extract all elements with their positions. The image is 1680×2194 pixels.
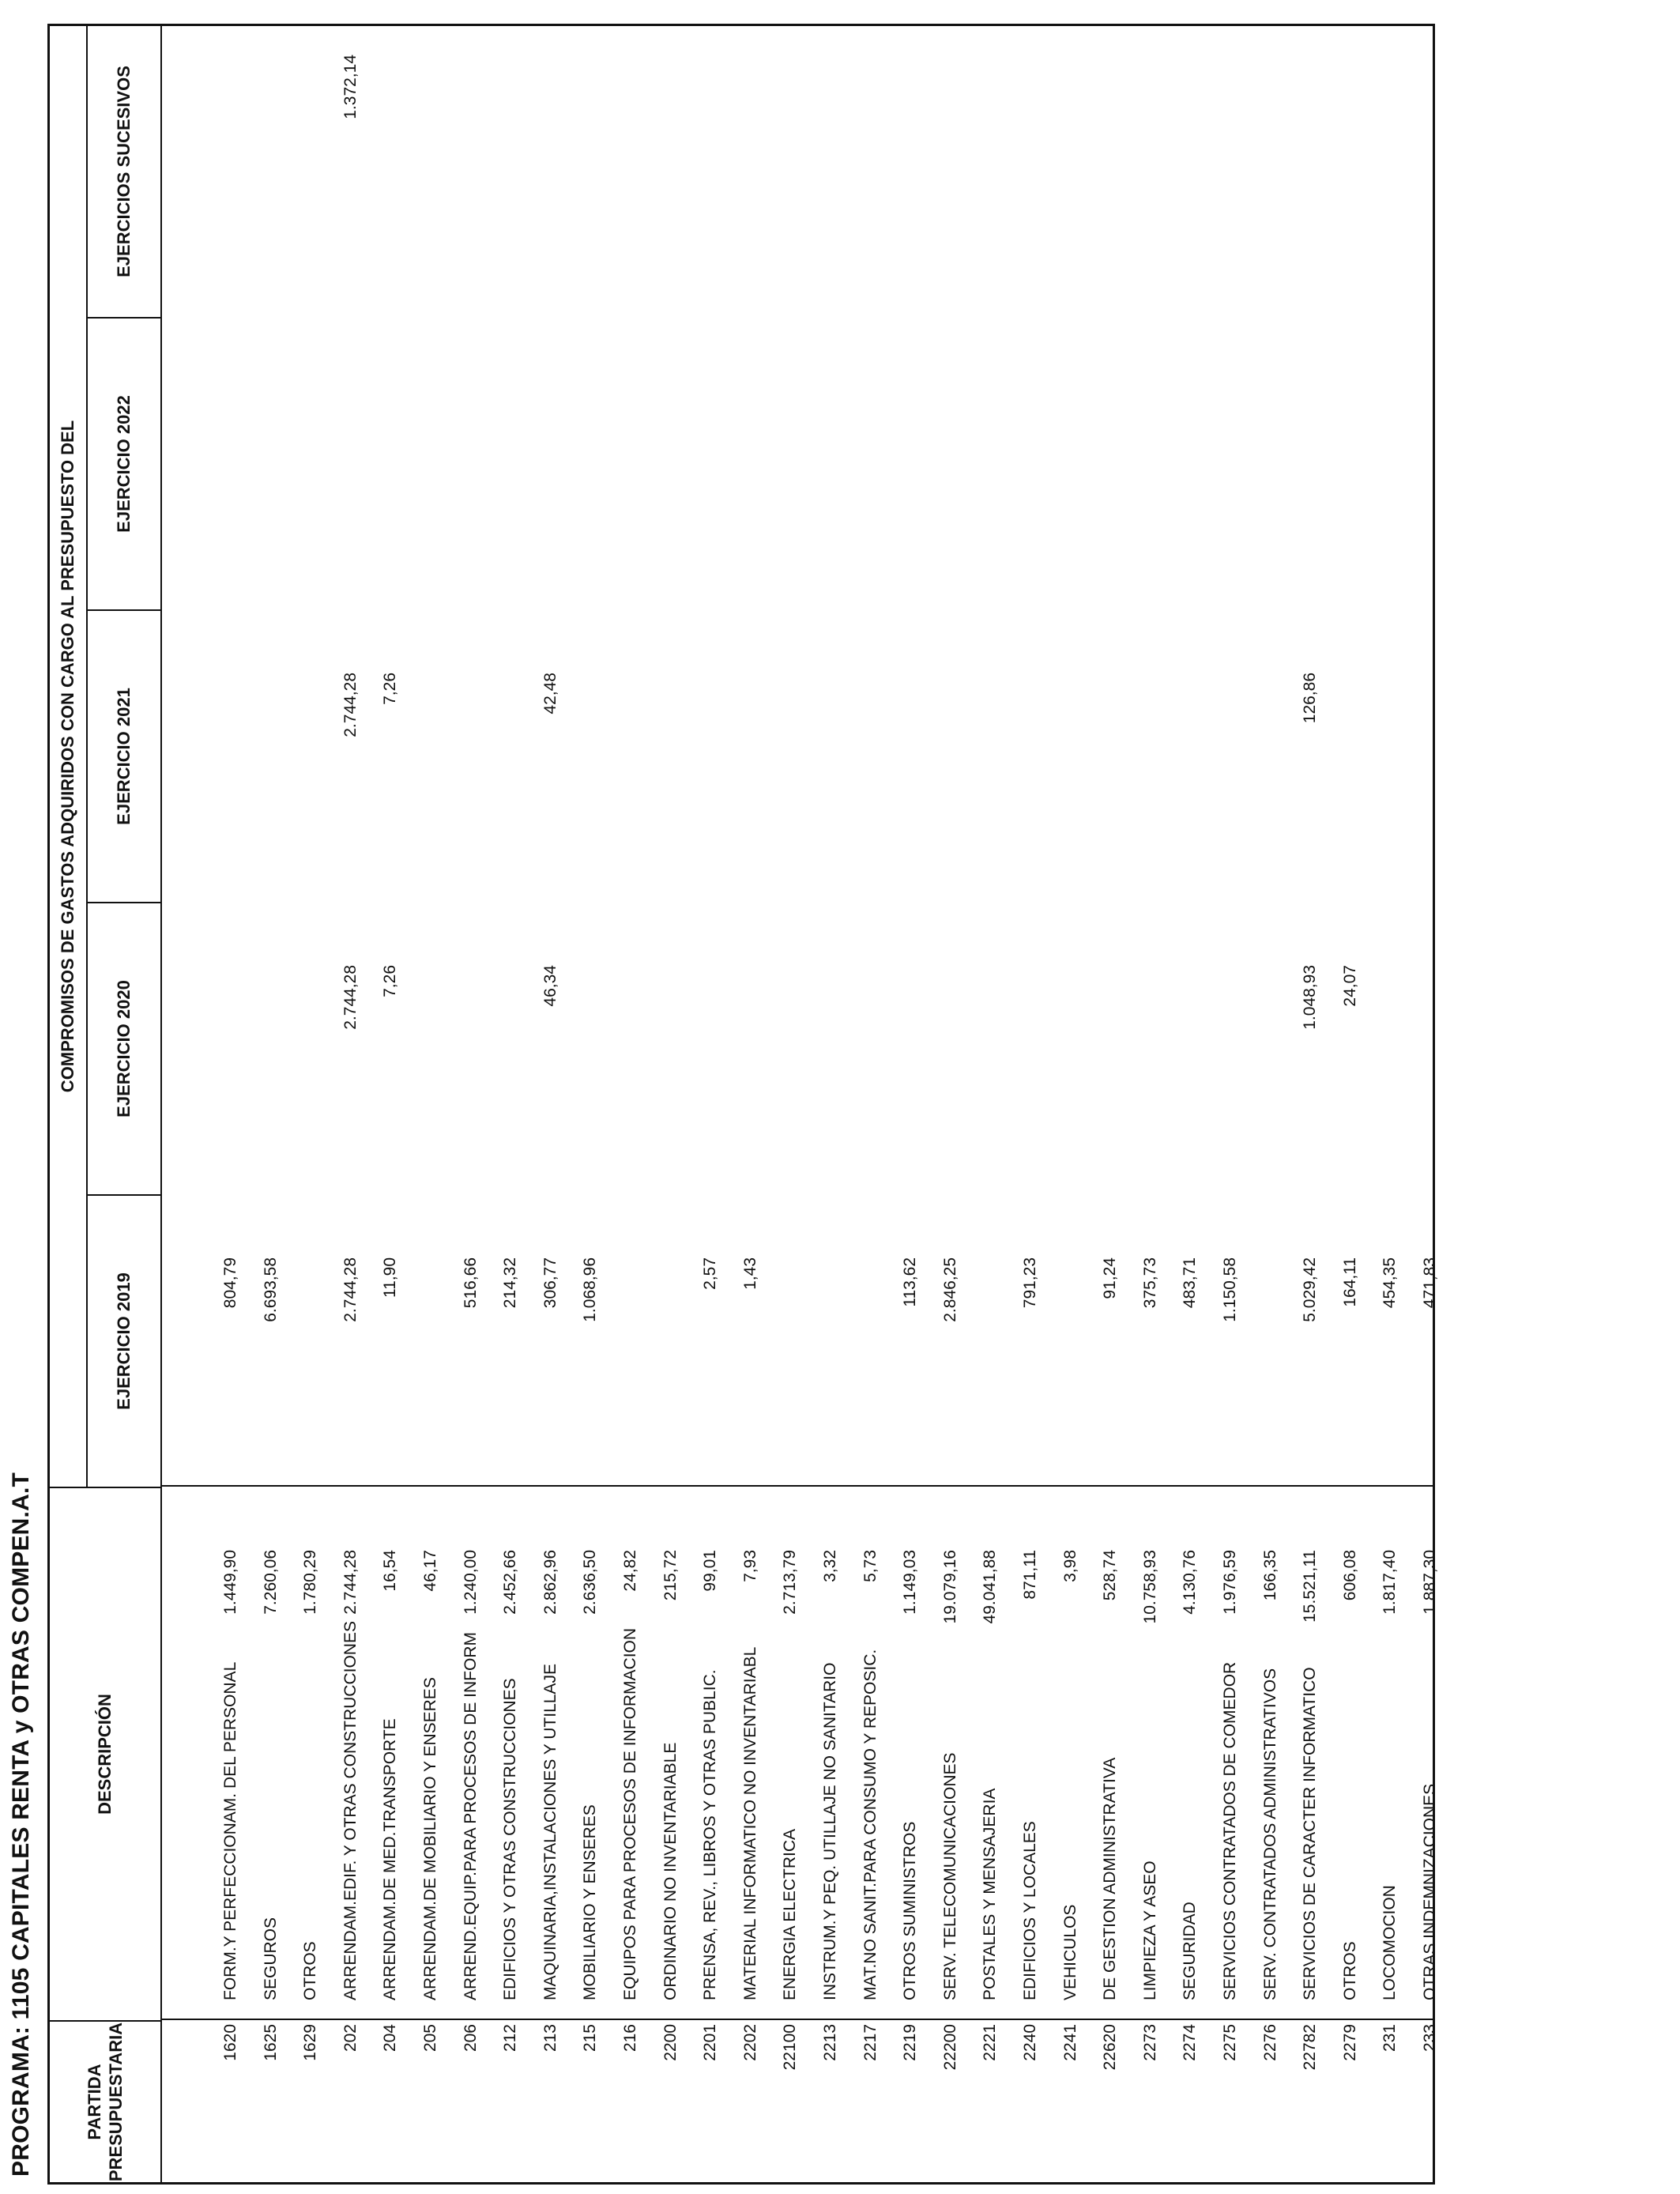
- descripcion-cell: VEHICULOS: [1060, 1904, 1079, 2000]
- partida-cell: 205: [421, 2024, 439, 2053]
- ejercicio-2020-cell: 214,32: [501, 1257, 520, 1309]
- partida-cell: 2276: [1260, 2024, 1279, 2061]
- descripcion-cell: SEGUROS: [261, 1917, 280, 2000]
- header-ejercicio-2019: EJERCICIO 2019: [88, 1194, 160, 1487]
- ejercicios-sucesivos-cell: 1.372,14: [341, 55, 360, 119]
- ejercicio-2019-cell: 4.130,76: [1181, 1550, 1200, 1615]
- partida-cell: 2241: [1060, 2024, 1079, 2061]
- descripcion-cell: ARRENDAM.DE MOBILIARIO Y ENSERES: [421, 1677, 439, 2000]
- descripcion-cell: SERV. CONTRATADOS ADMINISTRATIVOS: [1260, 1668, 1279, 2000]
- partida-cell: 213: [541, 2024, 559, 2053]
- partida-cell: 202: [341, 2024, 360, 2053]
- ejercicio-2020-cell: 375,73: [1140, 1257, 1159, 1309]
- partida-cell: 1625: [261, 2024, 280, 2061]
- partida-cell: 2217: [861, 2024, 880, 2061]
- partida-cell: 231: [1381, 2024, 1399, 2053]
- table-row: [812, 26, 851, 2182]
- header-partida: PARTIDA PRESUPUESTARIA: [50, 2020, 160, 2182]
- table-row: [652, 26, 691, 2182]
- descripcion-cell: POSTALES Y MENSAJERIA: [981, 1788, 1000, 2000]
- partida-cell: 204: [381, 2024, 400, 2053]
- ejercicio-2021-cell: 2.744,28: [341, 965, 360, 1030]
- ejercicio-2020-cell: 6.693,58: [261, 1257, 280, 1322]
- descripcion-cell: INSTRUM.Y PEQ. UTILLAJE NO SANITARIO: [821, 1662, 839, 2000]
- header-ejercicio-2022: EJERCICIO 2022: [88, 317, 160, 609]
- partida-cell: 2275: [1221, 2024, 1239, 2061]
- ejercicio-2019-cell: 1.780,29: [301, 1550, 320, 1615]
- descripcion-cell: FORM.Y PERFECCIONAM. DEL PERSONAL: [221, 1661, 239, 2000]
- partida-cell: 22782: [1301, 2024, 1320, 2071]
- ejercicio-2021-cell: 24,07: [1340, 965, 1359, 1007]
- ejercicio-2019-cell: 2.636,50: [581, 1550, 600, 1615]
- ejercicio-2019-cell: 2.862,96: [541, 1550, 559, 1615]
- partida-cell: 22620: [1101, 2024, 1120, 2071]
- ejercicio-2019-cell: 871,11: [1021, 1550, 1039, 1600]
- descripcion-cell: MOBILIARIO Y ENSERES: [581, 1804, 600, 2000]
- table-row: [571, 26, 611, 2182]
- ejercicio-2019-cell: 166,35: [1260, 1550, 1279, 1601]
- ejercicio-2019-cell: 24,82: [621, 1550, 639, 1592]
- ejercicio-2019-cell: 528,74: [1101, 1550, 1120, 1601]
- partida-cell: 206: [461, 2024, 480, 2053]
- partida-cell: 1629: [301, 2024, 320, 2061]
- table-row: [371, 26, 411, 2182]
- ejercicio-2020-cell: 11,90: [381, 1257, 400, 1298]
- descripcion-cell: ARRENDAM.EDIF. Y OTRAS CONSTRUCCIONES: [341, 1621, 360, 2000]
- ejercicio-2020-cell: 2.744,28: [341, 1257, 360, 1322]
- header-descripcion: DESCRIPCIÓN: [50, 1487, 160, 2020]
- ejercicio-2019-cell: 49.041,88: [981, 1550, 1000, 1624]
- descripcion-cell: DE GESTION ADMINISTRATIVA: [1101, 1757, 1120, 2000]
- ejercicio-2019-cell: 10.758,93: [1140, 1550, 1159, 1624]
- program-title: PROGRAMA: 1105 CAPITALES RENTA y OTRAS COMPEN.A.T: [8, 1472, 34, 2177]
- table-row: [492, 26, 531, 2182]
- table-row: [332, 26, 371, 2182]
- ejercicio-2020-cell: 1.068,96: [581, 1257, 600, 1322]
- partida-cell: 2202: [740, 2024, 759, 2061]
- ejercicio-2019-cell: 46,17: [421, 1550, 439, 1592]
- ejercicio-2020-cell: 516,66: [461, 1257, 480, 1309]
- ejercicio-2019-cell: 215,72: [661, 1550, 680, 1601]
- ejercicio-2019-cell: 1.817,40: [1381, 1550, 1399, 1615]
- table-row: [1132, 26, 1171, 2182]
- descripcion-cell: OTROS: [301, 1941, 320, 2000]
- ejercicio-2020-cell: 483,71: [1181, 1257, 1200, 1309]
- descripcion-cell: MAQUINARIA,INSTALACIONES Y UTILLAJE: [541, 1664, 559, 2000]
- ejercicio-2020-cell: 1,43: [740, 1257, 759, 1290]
- table-row: [732, 26, 771, 2182]
- partida-cell: 2200: [661, 2024, 680, 2061]
- descripcion-cell: ARREND.EQUIP.PARA PROCESOS DE INFORM: [461, 1632, 480, 2000]
- table-row: [532, 26, 571, 2182]
- partida-cell: 1620: [221, 2024, 239, 2061]
- ejercicio-2019-cell: 3,98: [1060, 1550, 1079, 1582]
- partida-cell: 2273: [1140, 2024, 1159, 2061]
- descripcion-cell: LOCOMOCION: [1381, 1885, 1399, 2000]
- ejercicio-2020-cell: 471,83: [1421, 1257, 1439, 1309]
- table-row: [1011, 26, 1051, 2182]
- ejercicio-2019-cell: 15.521,11: [1301, 1550, 1320, 1623]
- partida-cell: 212: [501, 2024, 520, 2053]
- descripcion-cell: OTRAS INDEMNIZACIONES: [1421, 1783, 1439, 2000]
- header-compromisos: COMPROMISOS DE GASTOS ADQUIRIDOS CON CARGO AL PRESUPUESTO DEL: [50, 26, 88, 1487]
- descripcion-cell: SERVICIOS DE CARACTER INFORMATICO: [1301, 1667, 1320, 2000]
- partida-cell: 2201: [701, 2024, 720, 2061]
- table-row: [1252, 26, 1291, 2182]
- header-ejercicio-2020: EJERCICIO 2020: [88, 902, 160, 1194]
- partida-cell: 233: [1421, 2024, 1439, 2053]
- ejercicio-2020-cell: 1.150,58: [1221, 1257, 1239, 1322]
- ejercicio-2021-cell: 46,34: [541, 965, 559, 1007]
- table-row: [1171, 26, 1211, 2182]
- ejercicio-2019-cell: 1.149,03: [901, 1550, 920, 1615]
- ejercicio-2022-cell: 7,26: [381, 673, 400, 705]
- ejercicio-2021-cell: 7,26: [381, 965, 400, 997]
- ejercicio-2020-cell: 791,23: [1021, 1257, 1039, 1309]
- ejercicio-2019-cell: 7.260,06: [261, 1550, 280, 1615]
- table-row: [292, 26, 331, 2182]
- ejercicio-2019-cell: 16,54: [381, 1550, 400, 1592]
- ejercicio-2020-cell: 2.846,25: [940, 1257, 959, 1322]
- descripcion-cell: SERVICIOS CONTRATADOS DE COMEDOR: [1221, 1661, 1239, 2000]
- table-row: [252, 26, 292, 2182]
- descripcion-cell: EQUIPOS PARA PROCESOS DE INFORMACION: [621, 1627, 639, 2000]
- ejercicio-2020-cell: 113,62: [901, 1257, 920, 1307]
- ejercicio-2019-cell: 2.452,66: [501, 1550, 520, 1615]
- ejercicio-2022-cell: 42,48: [541, 673, 559, 714]
- ejercicio-2019-cell: 2.713,79: [781, 1550, 800, 1615]
- ejercicio-2022-cell: 126,86: [1301, 673, 1320, 724]
- partida-cell: 2213: [821, 2024, 839, 2061]
- header-ejercicio-2021: EJERCICIO 2021: [88, 609, 160, 902]
- table-row: [891, 26, 931, 2182]
- descripcion-cell: MATERIAL INFORMATICO NO INVENTARIABL: [740, 1646, 759, 2000]
- table-row: [1411, 26, 1451, 2182]
- descripcion-cell: PRENSA, REV., LIBROS Y OTRAS PUBLIC.: [701, 1669, 720, 2000]
- partida-cell: 2279: [1340, 2024, 1359, 2061]
- ejercicio-2019-cell: 19.079,16: [940, 1550, 959, 1624]
- ejercicio-2022-cell: 2.744,28: [341, 673, 360, 737]
- descripcion-cell: SERV. TELECOMUNICACIONES: [940, 1752, 959, 2000]
- header-divider: [160, 26, 162, 2182]
- partida-cell: 2221: [981, 2024, 1000, 2061]
- ejercicio-2019-cell: 5,73: [861, 1550, 880, 1582]
- descripcion-cell: SEGURIDAD: [1181, 1902, 1200, 2000]
- ejercicio-2020-cell: 454,35: [1381, 1257, 1399, 1309]
- ejercicio-2019-cell: 99,01: [701, 1550, 720, 1592]
- ejercicio-2019-cell: 1.449,90: [221, 1550, 239, 1615]
- table-row: [212, 26, 251, 2182]
- descripcion-cell: EDIFICIOS Y LOCALES: [1021, 1821, 1039, 2000]
- ejercicio-2019-cell: 1.887,30: [1421, 1550, 1439, 1615]
- table-row: [691, 26, 731, 2182]
- budget-table: [47, 24, 1439, 2185]
- ejercicio-2020-cell: 5.029,42: [1301, 1257, 1320, 1322]
- partida-cell: 22200: [940, 2024, 959, 2071]
- ejercicio-2019-cell: 2.744,28: [341, 1550, 360, 1615]
- ejercicio-2019-cell: 1.240,00: [461, 1550, 480, 1615]
- partida-cell: 2219: [901, 2024, 920, 2061]
- table-row: [1332, 26, 1371, 2182]
- ejercicio-2020-cell: 306,77: [541, 1257, 559, 1309]
- table-row: [1291, 26, 1331, 2182]
- table-row: [1052, 26, 1091, 2182]
- table-row: [452, 26, 492, 2182]
- ejercicio-2019-cell: 3,32: [821, 1550, 839, 1582]
- table-row: [971, 26, 1011, 2182]
- ejercicio-2020-cell: 804,79: [221, 1257, 239, 1309]
- header-ejercicios-sucesivos: EJERCICIOS SUCESIVOS: [114, 66, 134, 277]
- descripcion-cell: MAT.NO SANIT.PARA CONSUMO Y REPOSIC.: [861, 1649, 880, 2000]
- table-row: [852, 26, 891, 2182]
- table-row: [412, 26, 451, 2182]
- partida-cell: 2274: [1181, 2024, 1200, 2061]
- descripcion-cell: OTROS SUMINISTROS: [901, 1821, 920, 2000]
- table-row: [1211, 26, 1251, 2182]
- table-row: [1091, 26, 1131, 2182]
- descripcion-cell: ORDINARIO NO INVENTARIABLE: [661, 1742, 680, 2000]
- partida-cell: 216: [621, 2024, 639, 2053]
- table-row: [932, 26, 971, 2182]
- descripcion-cell: ARRENDAM.DE MED.TRANSPORTE: [381, 1718, 400, 2000]
- partida-cell: 2240: [1021, 2024, 1039, 2061]
- ejercicio-2019-cell: 7,93: [740, 1550, 759, 1582]
- ejercicio-2021-cell: 1.048,93: [1301, 965, 1320, 1030]
- descripcion-cell: LIMPIEZA Y ASEO: [1140, 1860, 1159, 2000]
- ejercicio-2020-cell: 164,11: [1340, 1257, 1359, 1307]
- partida-cell: 215: [581, 2024, 600, 2053]
- table-row: [612, 26, 651, 2182]
- ejercicio-2020-cell: 91,24: [1101, 1257, 1120, 1299]
- table-row: [771, 26, 811, 2182]
- partida-cell: 22100: [781, 2024, 800, 2071]
- descripcion-cell: OTROS: [1340, 1941, 1359, 2000]
- ejercicio-2020-cell: 2,57: [701, 1257, 720, 1290]
- table-row: [1371, 26, 1411, 2182]
- descripcion-cell: EDIFICIOS Y OTRAS CONSTRUCCIONES: [501, 1678, 520, 2000]
- ejercicio-2019-cell: 606,08: [1340, 1550, 1359, 1601]
- ejercicio-2019-cell: 1.976,59: [1221, 1550, 1239, 1615]
- descripcion-cell: ENERGIA ELECTRICA: [781, 1828, 800, 2000]
